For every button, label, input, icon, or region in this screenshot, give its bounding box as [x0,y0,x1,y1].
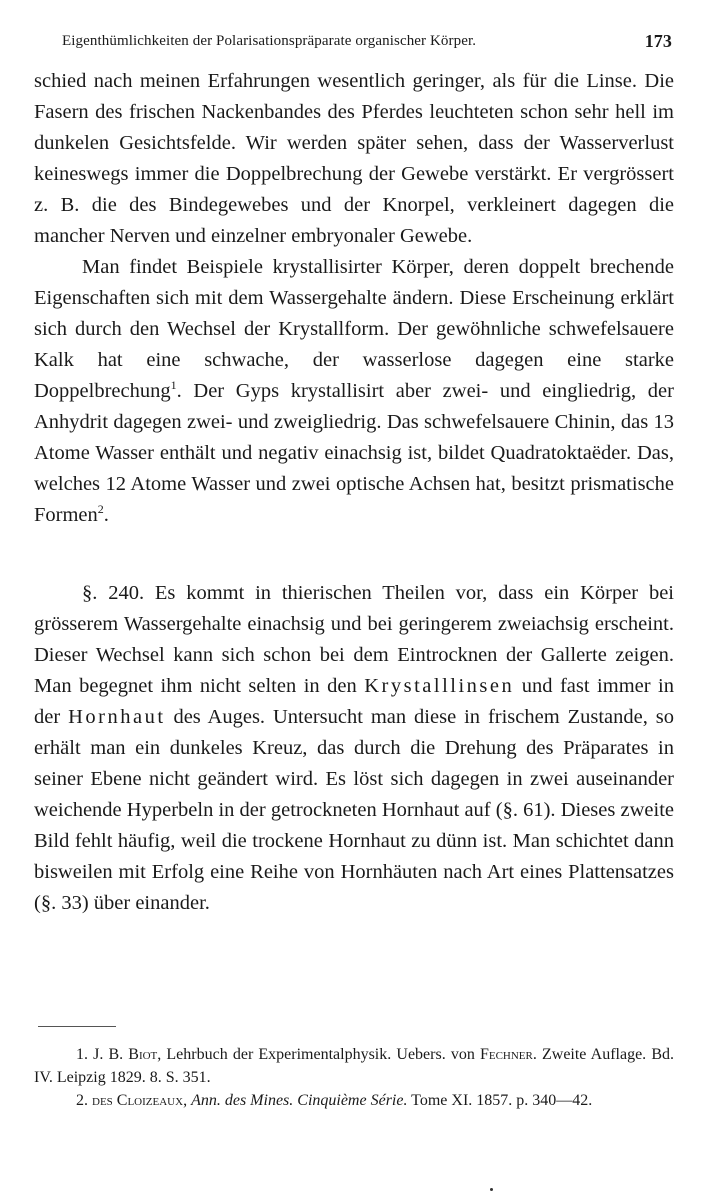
footnote-1 [34,1043,674,1089]
footnote-1-text-b: , Lehrbuch der Experimentalphysik. Uebers. von [157,1046,480,1063]
paragraph-1-text: schied nach meinen Erfahrungen wesentlich geringer, als für die Linse. Die Fasern des frischen Nackenbandes des Pferdes leuchteten schon sehr hell im dunkelen Gesichtsfelde. Wir werden später sehen, dass der Wasserverlust keineswegs immer die Doppelbrechung der Gewebe verstärkt. Er vergrössert z. B. die des Bindegewebes und der Knorpel, verkleinert dagegen die mancher Nerven und einzelner embryonaler Gewebe. [34,70,674,247]
paragraph-crystals [34,252,674,531]
footnote-1-author: Biot [128,1046,158,1063]
print-speck [490,1188,493,1191]
paragraph-2-text-c: . [103,504,109,526]
footnote-2-text-a: 2. [76,1092,92,1109]
section-240-text-a: §. 240. Es kommt in thierischen Theilen vor, dass ein Körper bei grösserem Wassergehalte einachsig und bei geringerem zweiachsig erscheint. Dieser Wechsel kann sich schon bei dem Eintrocknen der Gallerte zeigen. Man begegnet ihm nicht selten in den [34,582,674,697]
paragraph-continued [34,66,674,252]
running-title: Eigenthümlichkeiten der Polarisationspräparate organischer Körper. [62,33,477,49]
footnote-2-text-b: , [183,1092,192,1109]
main-text [34,66,674,919]
footnote-2 [34,1089,674,1112]
section-240 [34,578,674,919]
footnote-ref-1[interactable]: 1 [170,378,177,393]
footnote-2-author: des Cloizeaux [92,1092,184,1109]
running-head [62,33,672,57]
footnote-1-translator: Fechner [479,1046,533,1063]
paragraph-2-text-b: . Der Gyps krystallisirt aber zwei- und eingliedrig, der Anhydrit dagegen zwei- und zweigliedrig. Das schwefelsauere Chinin, das 13 Atome Wasser enthält und negativ einachsig ist, bildet Quadratoktaëder. Das, welches 12 Atome Wasser und zwei optische Achsen hat, besitzt prismatische Formen [34,380,674,526]
paragraph-2-text-a: Man findet Beispiele krystallisirter Körper, deren doppelt brechende Eigenschaften sich mit dem Wassergehalte ändern. Diese Erscheinung erklärt sich durch den Wechsel der Krystallform. Der gewöhnliche schwefelsauere Kalk hat eine schwache, der wasserlose dagegen eine starke Doppelbrechung [34,256,674,402]
footnote-1-text-c: . Zweite Auflage. Bd. IV. Leipzig 1829. 8. S. 351. [34,1046,674,1086]
footnote-divider [38,1026,116,1027]
term-hornhaut: Hornhaut [68,706,166,728]
section-240-text-c: des Auges. Untersucht man diese in frischem Zustande, so erhält man ein dunkeles Kreuz, das durch die Drehung des Präparates in seiner Ebene nicht geändert wird. Es löst sich dagegen in zwei auseinander weichende Hyperbeln in der getrockneten Hornhaut auf (§. 61). Dieses zweite Bild fehlt häufig, weil die trockene Hornhaut zu dünn ist. Man schichtet dann bisweilen mit Erfolg eine Reihe von Hornhäuten nach Art eines Plattensatzes (§. 33) über einander. [34,706,674,914]
term-krystalllinsen: Krystalllinsen [364,675,515,697]
footnote-1-text-a: 1. J. B. [76,1046,129,1063]
section-240-text-b: und fast immer in der [34,675,675,728]
footnote-ref-2[interactable]: 2 [97,502,104,517]
footnotes [34,1043,674,1112]
footnote-2-journal: Ann. des Mines. Cinquième Série. [191,1092,408,1109]
page-number: 173 [644,31,672,51]
footnote-2-text-c: Tome XI. 1857. p. 340—42. [407,1092,593,1109]
